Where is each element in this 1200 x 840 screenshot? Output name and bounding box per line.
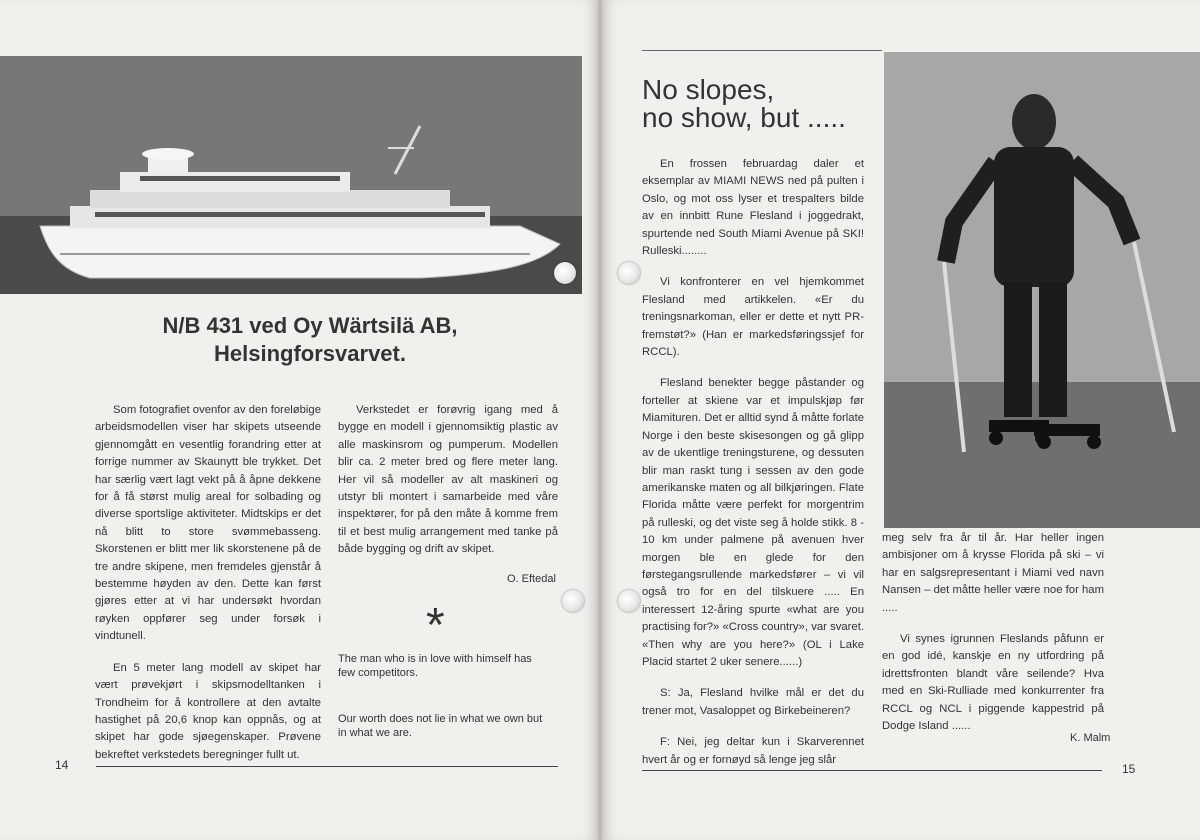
paragraph: En frossen februardag daler et eksemplar av MIAMI NEWS ned på pulten i Oslo, og mot oss lyser et trespalters bilde av en innbitt Rune Flesland i joggedrakt, spurtende ned South Miami Avenue på SKI! Rulleski........ — [642, 158, 864, 258]
page-right — [602, 0, 1200, 840]
paragraph: Flesland benekter begge påstander og forteller at skiene var et impulskjøp før Miamituren. Det er alltid synd å måtte forlate Norge i den beste skisesongen og gå glipp av de ukentlige treningsturene, og dessuten blir man raskt tung i sessen av den gode amerikanske maten og all bilkjøringen. Flate Florida måtte være perfekt for morgentrim på rulleski, og det viste seg å holde stikk. 8 - 10 km under palmene på avenuen hver morgen ble en glede for den førstegangsrullende markedsfører – vi vil også tro for en del tilskuere ..... En interessert 12-åring spurte «what are you practising for?» «Cross country», var svaret. «Then why are you here?» (OL i Lake Placid startet 2 uker senere......) — [642, 377, 864, 668]
footer-rule — [96, 766, 558, 767]
author-signature: K. Malm — [1070, 732, 1111, 744]
article-title-ship — [120, 312, 500, 368]
title-text: N/B 431 ved Oy Wärtsilä AB, Helsingforsvarvet. — [162, 313, 458, 366]
page-number: 15 — [1122, 762, 1136, 776]
quote-1: The man who is in love with himself has few competitors. — [338, 653, 532, 679]
binding-hole-top — [554, 262, 576, 284]
author-signature: O. Eftedal — [507, 573, 556, 585]
left-column-2 — [338, 402, 558, 573]
paragraph: Vi konfronterer en vel hjemkommet Flesland med artikkelen. «Er du treningsnarkoman, eller er dette et nytt PR-fremstøt?» (Han er markedsføringssjef for RCCL). — [642, 276, 864, 359]
roller-skier-photo — [884, 52, 1200, 528]
right-column-2 — [882, 530, 1104, 749]
page-left — [0, 0, 598, 840]
page-number: 14 — [55, 758, 69, 772]
paragraph: S: Ja, Flesland hvilke mål er det du trener mot, Vasaloppet og Birkebeineren? — [642, 687, 864, 717]
paragraph: meg selv fra år til år. Har heller ingen ambisjoner om å krysse Florida på ski – vi har en salgsrepresentant i Miami ved navn Nansen – det måtte heller være noe for ham ..... — [882, 532, 1104, 614]
binding-hole-bottom — [618, 590, 640, 612]
asterisk-ornament-icon: * — [426, 599, 445, 652]
footer-rule — [642, 770, 1102, 771]
left-column-1 — [95, 402, 321, 778]
paragraph: Verkstedet er forøvrig igang med å bygge en modell i gjennomsiktig plastic av alle maskinsrom og pumperum. Modellen blir ca. 2 meter bred og flere meter lang. Her vil så modeller av alt maskineri og utstyr bli montert i samarbeide med våre inspektører, for på den måte å komme frem til et best mulig arrangement med tanke på både bygging og drift av skipet. — [338, 404, 558, 556]
article-title-skiing — [642, 76, 892, 132]
paragraph: En 5 meter lang modell av skipet har vært prøvekjørt i skipsmodelltanken i Trondheim for å kontrollere at den avtalte hastighet på 20,6 knop kan oppnås, og at skipet har gode sjøegenskaper. Prøvene bekreftet verkstedets beregninger fullt ut. — [95, 661, 321, 761]
quote-2: Our worth does not lie in what we own but in what we are. — [338, 713, 543, 739]
paragraph: Som fotografiet ovenfor av den foreløbige arbeidsmodellen viser har skipets utseende gjennomgått en vesentlig forandring etter at forrige nummer av Skaunytt ble trykket. Det har særlig vært lagt vekt på å åpne dekkene for å få størst mulig areal for solbading og diverse sportslige aktiviteter. Midtskips er det nå blitt to store svømmebasseng. Skorstenen er blitt mer lik skorstenene på de tre andre skipene, men fremdeles gjenstår å bestemme høyden av den. Dette kan først gjøres etter at vi har undersøkt hvordan røyken oppfører seg under forsøk i vindtunell. — [95, 404, 321, 643]
title-rule — [642, 50, 882, 51]
paragraph: Vi synes igrunnen Fleslands påfunn er en god idé, kanskje en ny utfordring på idrettsfronten blandt våre seilende? Hva med en Ski-Rulliade med konkurrenter fra RCCL og NCL i piggende kappestrid på Dodge Island ...... — [882, 633, 1104, 733]
ship-model-photo — [0, 56, 582, 294]
binding-hole-top — [618, 262, 640, 284]
binding-hole-bottom — [562, 590, 584, 612]
right-column-1 — [642, 156, 864, 783]
title-text: No slopes, no show, but ..... — [642, 74, 846, 133]
paragraph: F: Nei, jeg deltar kun i Skarverennet hvert år og er fornøyd så lenge jeg slår — [642, 736, 864, 766]
